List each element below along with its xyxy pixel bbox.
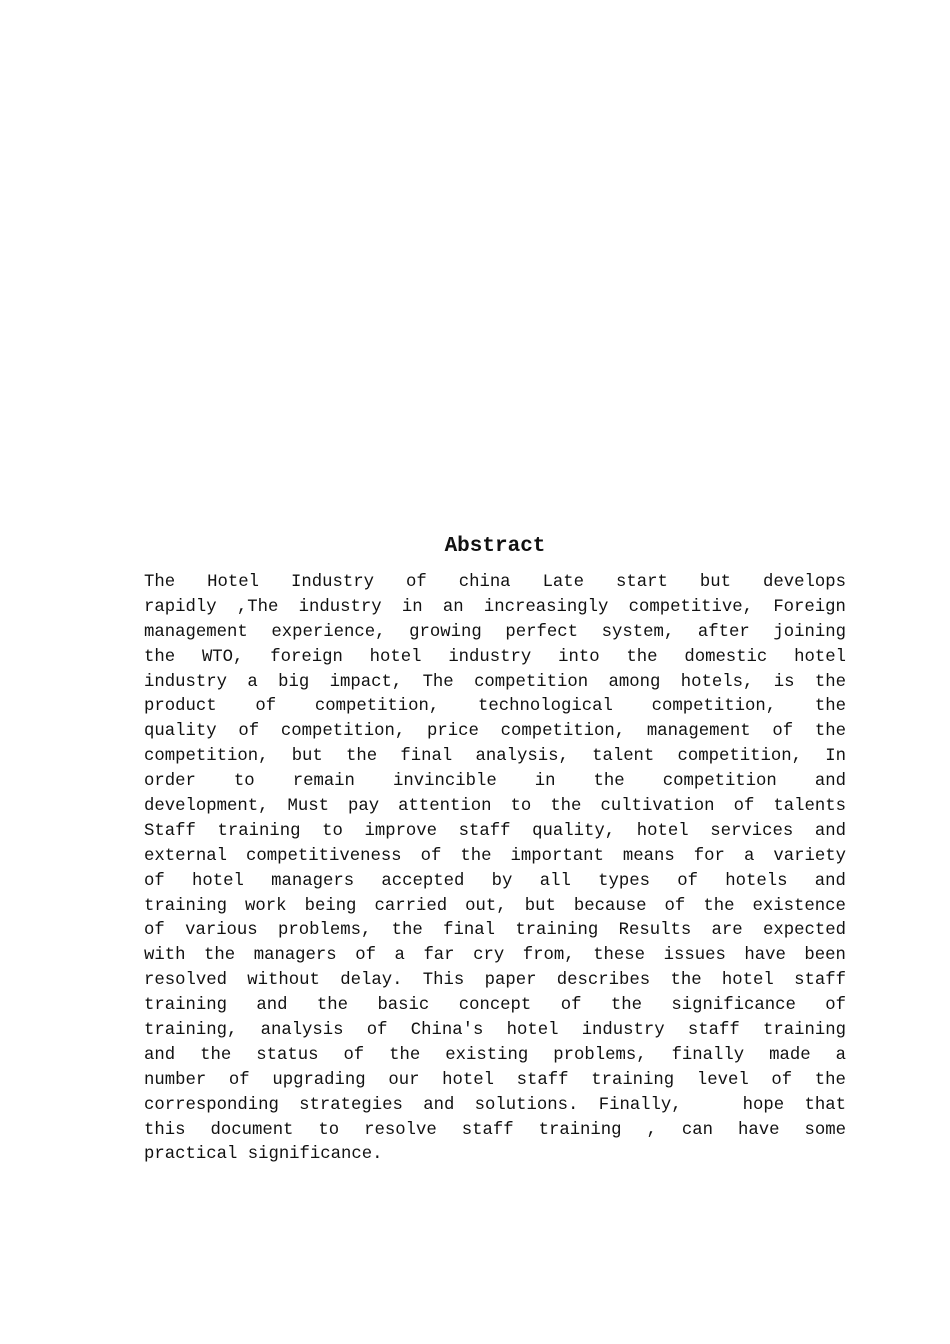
abstract-line: training and the basic concept of the significance of [144,996,846,1016]
abstract-line: product of competition, technological competition, the [144,697,846,717]
abstract-line: development, Must pay attention to the cultivation of talents [144,797,846,817]
abstract-line: of hotel managers accepted by all types of hotels and [144,871,846,891]
abstract-line: rapidly ,The industry in an increasingly competitive, Foreign [144,597,846,617]
abstract-line: corresponding strategies and solutions. Finally, hope that [144,1095,846,1115]
abstract-line: with the managers of a far cry from, these issues have been [144,946,846,966]
abstract-line: of various problems, the final training Results are expected [144,921,846,941]
abstract-line: industry a big impact, The competition among hotels, is the [144,672,846,692]
abstract-line: the WTO, foreign hotel industry into the domestic hotel [144,647,846,667]
abstract-line: Staff training to improve staff quality, hotel services and [144,821,846,841]
abstract-line: order to remain invincible in the competition and [144,772,846,792]
abstract-line: quality of competition, price competition, management of the [144,722,846,742]
abstract-heading: Abstract [444,535,546,558]
abstract-line: training, analysis of China's hotel industry staff training [144,1021,846,1041]
abstract-line: competition, but the final analysis, talent competition, In [144,747,846,767]
abstract-line: The Hotel Industry of china Late start but develops [144,573,846,592]
abstract-line: number of upgrading our hotel staff training level of the [144,1070,846,1090]
abstract-line: resolved without delay. This paper describes the hotel staff [144,971,846,991]
abstract-line: practical significance. [144,1145,383,1165]
abstract-line: external competitiveness of the important means for a variety [144,846,846,866]
abstract-body [144,571,846,1168]
abstract-line: management experience, growing perfect system, after joining [144,622,846,642]
abstract-line: training work being carried out, but because of the existence [144,896,846,916]
abstract-line: and the status of the existing problems, finally made a [144,1045,846,1065]
abstract-line: this document to resolve staff training , can have some [144,1120,846,1140]
